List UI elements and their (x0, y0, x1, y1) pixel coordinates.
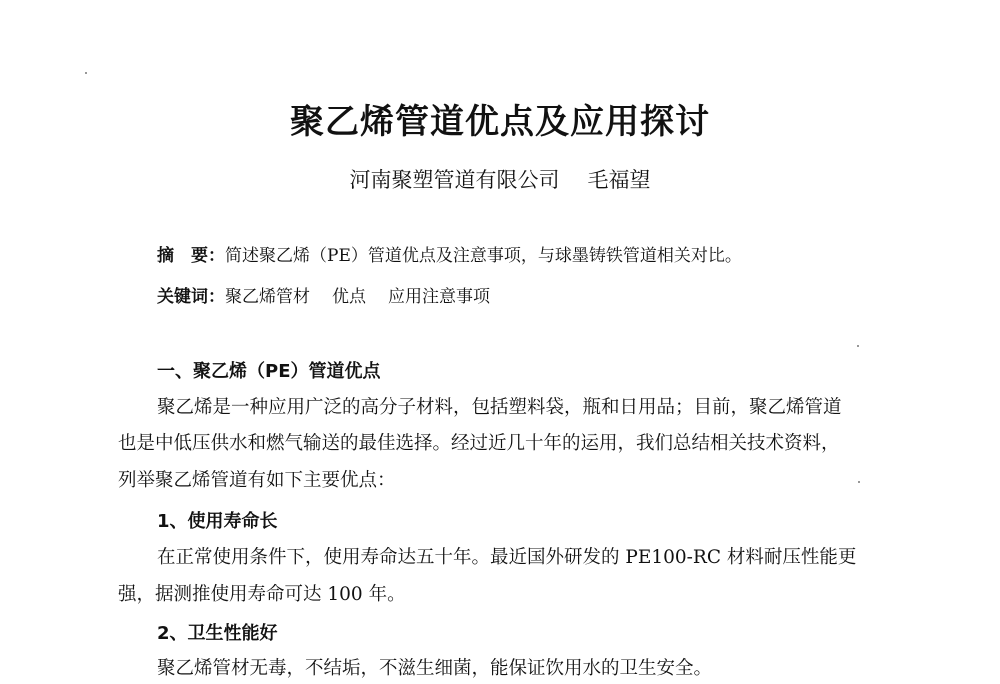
scan-speck (858, 481, 860, 483)
document-title: 聚乙烯管道优点及应用探讨 (290, 102, 710, 142)
subsection-heading: 1、使用寿命长 (157, 511, 278, 532)
byline (0, 165, 1000, 195)
abstract-text: 简述聚乙烯（PE）管道优点及注意事项，与球墨铸铁管道相关对比。 (225, 246, 742, 266)
abstract-label: 摘 要： (157, 246, 225, 266)
scan-speck (85, 72, 87, 74)
subsection-heading: 2、卫生性能好 (157, 623, 278, 644)
paragraph-line: 也是中低压供水和燃气输送的最佳选择。经过近几十年的运用，我们总结相关技术资料， (118, 433, 840, 454)
section-heading: 一、聚乙烯（PE）管道优点 (157, 361, 381, 382)
paragraph-line: 强，据测推使用寿命可达 100 年。 (118, 584, 406, 605)
keyword-item: 优点 (332, 287, 366, 307)
keywords (157, 284, 512, 310)
organization-name: 河南聚塑管道有限公司 (349, 168, 560, 192)
keyword-item: 聚乙烯管材 (225, 287, 310, 307)
scan-speck (857, 345, 859, 347)
paragraph-line: 列举聚乙烯管道有如下主要优点： (118, 470, 396, 491)
keywords-label: 关键词： (157, 287, 225, 307)
paragraph-line: 聚乙烯是一种应用广泛的高分子材料，包括塑料袋，瓶和日用品；目前，聚乙烯管道 (157, 397, 842, 418)
paragraph-line: 在正常使用条件下，使用寿命达五十年。最近国外研发的 PE100-RC 材料耐压性能更 (157, 547, 857, 568)
keyword-item: 应用注意事项 (388, 287, 490, 307)
author-name: 毛福望 (587, 168, 651, 192)
paragraph-line: 聚乙烯管材无毒，不结垢，不滋生细菌，能保证饮用水的卫生安全。 (157, 658, 713, 679)
abstract (157, 243, 742, 269)
